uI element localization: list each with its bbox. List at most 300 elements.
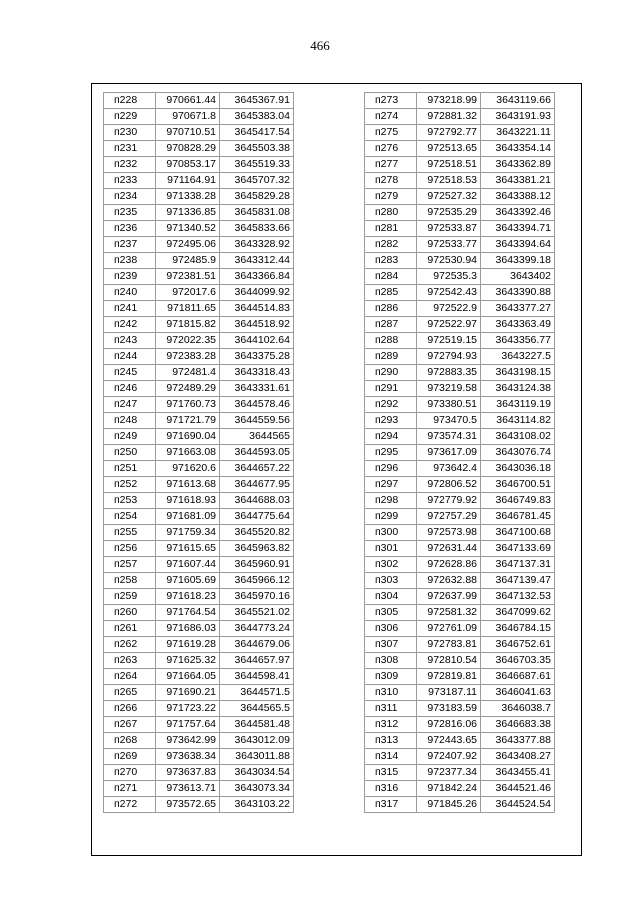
y-coordinate-cell: 3644679.06: [220, 637, 294, 653]
table-row: [104, 381, 294, 397]
y-coordinate-cell: 3647139.47: [481, 573, 555, 589]
x-coordinate-cell: 971164.91: [156, 173, 220, 189]
y-coordinate-cell: 3646038.7: [481, 701, 555, 717]
point-id-cell: п254: [104, 509, 156, 525]
table-row: [365, 157, 555, 173]
table-row: [365, 397, 555, 413]
x-coordinate-cell: 972628.86: [417, 557, 481, 573]
point-id-cell: п265: [104, 685, 156, 701]
table-row: [365, 637, 555, 653]
point-id-cell: п282: [365, 237, 417, 253]
y-coordinate-cell: 3644775.64: [220, 509, 294, 525]
y-coordinate-cell: 3645963.82: [220, 541, 294, 557]
y-coordinate-cell: 3647132.53: [481, 589, 555, 605]
table-row: [365, 797, 555, 813]
table-row: [104, 477, 294, 493]
table-row: [104, 93, 294, 109]
point-id-cell: п311: [365, 701, 417, 717]
x-coordinate-cell: 973218.99: [417, 93, 481, 109]
table-row: [365, 509, 555, 525]
point-id-cell: п263: [104, 653, 156, 669]
table-row: [365, 733, 555, 749]
y-coordinate-cell: 3644578.46: [220, 397, 294, 413]
x-coordinate-cell: 970661.44: [156, 93, 220, 109]
x-coordinate-cell: 972883.35: [417, 365, 481, 381]
x-coordinate-cell: 971618.93: [156, 493, 220, 509]
x-coordinate-cell: 970671.8: [156, 109, 220, 125]
y-coordinate-cell: 3643390.88: [481, 285, 555, 301]
x-coordinate-cell: 971815.82: [156, 317, 220, 333]
x-coordinate-cell: 972518.51: [417, 157, 481, 173]
y-coordinate-cell: 3645831.08: [220, 205, 294, 221]
y-coordinate-cell: 3644657.22: [220, 461, 294, 477]
y-coordinate-cell: 3647137.31: [481, 557, 555, 573]
x-coordinate-cell: 973219.58: [417, 381, 481, 397]
point-id-cell: п298: [365, 493, 417, 509]
x-coordinate-cell: 973637.83: [156, 765, 220, 781]
y-coordinate-cell: 3643073.34: [220, 781, 294, 797]
y-coordinate-cell: 3643331.61: [220, 381, 294, 397]
x-coordinate-cell: 972792.77: [417, 125, 481, 141]
y-coordinate-cell: 3643221.11: [481, 125, 555, 141]
x-coordinate-cell: 971613.68: [156, 477, 220, 493]
y-coordinate-cell: 3647133.69: [481, 541, 555, 557]
point-id-cell: п274: [365, 109, 417, 125]
x-coordinate-cell: 973380.51: [417, 397, 481, 413]
point-id-cell: п310: [365, 685, 417, 701]
y-coordinate-cell: 3643119.66: [481, 93, 555, 109]
y-coordinate-cell: 3645829.28: [220, 189, 294, 205]
x-coordinate-cell: 971764.54: [156, 605, 220, 621]
table-row: [365, 221, 555, 237]
table-row: [365, 781, 555, 797]
table-row: [104, 365, 294, 381]
point-id-cell: п255: [104, 525, 156, 541]
y-coordinate-cell: 3643036.18: [481, 461, 555, 477]
point-id-cell: п297: [365, 477, 417, 493]
y-coordinate-cell: 3644514.83: [220, 301, 294, 317]
point-id-cell: п259: [104, 589, 156, 605]
point-id-cell: п241: [104, 301, 156, 317]
point-id-cell: п293: [365, 413, 417, 429]
x-coordinate-cell: 971690.21: [156, 685, 220, 701]
y-coordinate-cell: 3644524.54: [481, 797, 555, 813]
table-row: [104, 141, 294, 157]
table-row: [104, 333, 294, 349]
table-row: [104, 605, 294, 621]
point-id-cell: п317: [365, 797, 417, 813]
table-row: [104, 253, 294, 269]
point-id-cell: п240: [104, 285, 156, 301]
point-id-cell: п231: [104, 141, 156, 157]
x-coordinate-cell: 972810.54: [417, 653, 481, 669]
table-row: [104, 461, 294, 477]
table-row: [104, 589, 294, 605]
x-coordinate-cell: 972522.97: [417, 317, 481, 333]
point-id-cell: п287: [365, 317, 417, 333]
x-coordinate-cell: 972535.3: [417, 269, 481, 285]
table-row: [365, 285, 555, 301]
x-coordinate-cell: 972518.53: [417, 173, 481, 189]
table-row: [365, 717, 555, 733]
point-id-cell: п314: [365, 749, 417, 765]
x-coordinate-cell: 971340.52: [156, 221, 220, 237]
y-coordinate-cell: 3643114.82: [481, 413, 555, 429]
y-coordinate-cell: 3644565: [220, 429, 294, 445]
point-id-cell: п236: [104, 221, 156, 237]
y-coordinate-cell: 3643312.44: [220, 253, 294, 269]
x-coordinate-cell: 972757.29: [417, 509, 481, 525]
point-id-cell: п284: [365, 269, 417, 285]
y-coordinate-cell: 3644102.64: [220, 333, 294, 349]
x-coordinate-cell: 972794.93: [417, 349, 481, 365]
table-row: [104, 717, 294, 733]
table-row: [365, 141, 555, 157]
x-coordinate-cell: 971845.26: [417, 797, 481, 813]
table-row: [104, 397, 294, 413]
y-coordinate-cell: 3646703.35: [481, 653, 555, 669]
table-row: [365, 541, 555, 557]
y-coordinate-cell: 3646041.63: [481, 685, 555, 701]
y-coordinate-cell: 3644559.56: [220, 413, 294, 429]
table-row: [365, 589, 555, 605]
y-coordinate-cell: 3645960.91: [220, 557, 294, 573]
table-row: [365, 621, 555, 637]
point-id-cell: п261: [104, 621, 156, 637]
x-coordinate-cell: 972022.35: [156, 333, 220, 349]
y-coordinate-cell: 3644521.46: [481, 781, 555, 797]
y-coordinate-cell: 3646752.61: [481, 637, 555, 653]
point-id-cell: п264: [104, 669, 156, 685]
y-coordinate-cell: 3643328.92: [220, 237, 294, 253]
point-id-cell: п292: [365, 397, 417, 413]
y-coordinate-cell: 3643394.64: [481, 237, 555, 253]
x-coordinate-cell: 971619.28: [156, 637, 220, 653]
point-id-cell: п296: [365, 461, 417, 477]
y-coordinate-cell: 3646683.38: [481, 717, 555, 733]
y-coordinate-cell: 3644571.5: [220, 685, 294, 701]
x-coordinate-cell: 971723.22: [156, 701, 220, 717]
x-coordinate-cell: 971615.65: [156, 541, 220, 557]
y-coordinate-cell: 3647100.68: [481, 525, 555, 541]
y-coordinate-cell: 3646781.45: [481, 509, 555, 525]
x-coordinate-cell: 971607.44: [156, 557, 220, 573]
point-id-cell: п305: [365, 605, 417, 621]
x-coordinate-cell: 972581.32: [417, 605, 481, 621]
x-coordinate-cell: 973617.09: [417, 445, 481, 461]
point-id-cell: п275: [365, 125, 417, 141]
y-coordinate-cell: 3646749.83: [481, 493, 555, 509]
x-coordinate-cell: 972017.6: [156, 285, 220, 301]
point-id-cell: п272: [104, 797, 156, 813]
point-id-cell: п248: [104, 413, 156, 429]
table-row: [104, 493, 294, 509]
x-coordinate-cell: 972533.77: [417, 237, 481, 253]
point-id-cell: п249: [104, 429, 156, 445]
point-id-cell: п243: [104, 333, 156, 349]
point-id-cell: п281: [365, 221, 417, 237]
point-id-cell: п233: [104, 173, 156, 189]
point-id-cell: п279: [365, 189, 417, 205]
y-coordinate-cell: 3644581.48: [220, 717, 294, 733]
x-coordinate-cell: 972485.9: [156, 253, 220, 269]
x-coordinate-cell: 973572.65: [156, 797, 220, 813]
point-id-cell: п312: [365, 717, 417, 733]
y-coordinate-cell: 3644518.92: [220, 317, 294, 333]
y-coordinate-cell: 3643356.77: [481, 333, 555, 349]
x-coordinate-cell: 972542.43: [417, 285, 481, 301]
x-coordinate-cell: 971625.32: [156, 653, 220, 669]
table-row: [104, 653, 294, 669]
point-id-cell: п276: [365, 141, 417, 157]
y-coordinate-cell: 3643108.02: [481, 429, 555, 445]
point-id-cell: п230: [104, 125, 156, 141]
x-coordinate-cell: 971663.08: [156, 445, 220, 461]
x-coordinate-cell: 972819.81: [417, 669, 481, 685]
table-row: [365, 205, 555, 221]
x-coordinate-cell: 972632.88: [417, 573, 481, 589]
y-coordinate-cell: 3644657.97: [220, 653, 294, 669]
point-id-cell: п294: [365, 429, 417, 445]
y-coordinate-cell: 3643363.49: [481, 317, 555, 333]
table-row: [365, 605, 555, 621]
x-coordinate-cell: 971759.34: [156, 525, 220, 541]
point-id-cell: п260: [104, 605, 156, 621]
table-row: [365, 749, 555, 765]
point-id-cell: п232: [104, 157, 156, 173]
table-row: [365, 349, 555, 365]
point-id-cell: п246: [104, 381, 156, 397]
y-coordinate-cell: 3645833.66: [220, 221, 294, 237]
table-row: [104, 237, 294, 253]
x-coordinate-cell: 972495.06: [156, 237, 220, 253]
x-coordinate-cell: 971681.09: [156, 509, 220, 525]
y-coordinate-cell: 3643381.21: [481, 173, 555, 189]
table-row: [104, 173, 294, 189]
x-coordinate-cell: 973470.5: [417, 413, 481, 429]
point-id-cell: п257: [104, 557, 156, 573]
point-id-cell: п280: [365, 205, 417, 221]
point-id-cell: п256: [104, 541, 156, 557]
table-row: [365, 429, 555, 445]
x-coordinate-cell: 971811.65: [156, 301, 220, 317]
point-id-cell: п269: [104, 749, 156, 765]
y-coordinate-cell: 3643408.27: [481, 749, 555, 765]
point-id-cell: п262: [104, 637, 156, 653]
table-row: [365, 381, 555, 397]
point-id-cell: п290: [365, 365, 417, 381]
y-coordinate-cell: 3645383.04: [220, 109, 294, 125]
x-coordinate-cell: 971664.05: [156, 669, 220, 685]
y-coordinate-cell: 3646687.61: [481, 669, 555, 685]
table-row: [365, 253, 555, 269]
x-coordinate-cell: 972806.52: [417, 477, 481, 493]
y-coordinate-cell: 3647099.62: [481, 605, 555, 621]
x-coordinate-cell: 972631.44: [417, 541, 481, 557]
point-id-cell: п283: [365, 253, 417, 269]
point-id-cell: п300: [365, 525, 417, 541]
point-id-cell: п237: [104, 237, 156, 253]
table-row: [104, 573, 294, 589]
point-id-cell: п267: [104, 717, 156, 733]
y-coordinate-cell: 3643392.46: [481, 205, 555, 221]
x-coordinate-cell: 972377.34: [417, 765, 481, 781]
point-id-cell: п250: [104, 445, 156, 461]
y-coordinate-cell: 3643455.41: [481, 765, 555, 781]
table-row: [104, 797, 294, 813]
point-id-cell: п289: [365, 349, 417, 365]
table-row: [104, 429, 294, 445]
x-coordinate-cell: 972533.87: [417, 221, 481, 237]
point-id-cell: п316: [365, 781, 417, 797]
table-row: [365, 413, 555, 429]
x-coordinate-cell: 971336.85: [156, 205, 220, 221]
point-id-cell: п271: [104, 781, 156, 797]
point-id-cell: п306: [365, 621, 417, 637]
y-coordinate-cell: 3643011.88: [220, 749, 294, 765]
x-coordinate-cell: 972383.28: [156, 349, 220, 365]
table-row: [104, 157, 294, 173]
x-coordinate-cell: 972513.65: [417, 141, 481, 157]
table-row: [365, 525, 555, 541]
y-coordinate-cell: 3645417.54: [220, 125, 294, 141]
table-row: [104, 669, 294, 685]
table-row: [104, 621, 294, 637]
point-id-cell: п285: [365, 285, 417, 301]
y-coordinate-cell: 3643377.88: [481, 733, 555, 749]
x-coordinate-cell: 973638.34: [156, 749, 220, 765]
y-coordinate-cell: 3646784.15: [481, 621, 555, 637]
point-id-cell: п286: [365, 301, 417, 317]
table-row: [365, 109, 555, 125]
y-coordinate-cell: 3643227.5: [481, 349, 555, 365]
table-row: [104, 541, 294, 557]
x-coordinate-cell: 971338.28: [156, 189, 220, 205]
point-id-cell: п299: [365, 509, 417, 525]
x-coordinate-cell: 972527.32: [417, 189, 481, 205]
table-row: [104, 637, 294, 653]
point-id-cell: п268: [104, 733, 156, 749]
table-row: [365, 269, 555, 285]
table-row: [365, 445, 555, 461]
point-id-cell: п229: [104, 109, 156, 125]
point-id-cell: п242: [104, 317, 156, 333]
table-row: [104, 221, 294, 237]
y-coordinate-cell: 3646700.51: [481, 477, 555, 493]
table-row: [365, 557, 555, 573]
x-coordinate-cell: 972489.29: [156, 381, 220, 397]
point-id-cell: п308: [365, 653, 417, 669]
point-id-cell: п309: [365, 669, 417, 685]
x-coordinate-cell: 972519.15: [417, 333, 481, 349]
table-row: [365, 301, 555, 317]
point-id-cell: п277: [365, 157, 417, 173]
table-row: [104, 317, 294, 333]
x-coordinate-cell: 972481.4: [156, 365, 220, 381]
x-coordinate-cell: 971620.6: [156, 461, 220, 477]
table-row: [365, 765, 555, 781]
x-coordinate-cell: 973187.11: [417, 685, 481, 701]
point-id-cell: п273: [365, 93, 417, 109]
y-coordinate-cell: 3643388.12: [481, 189, 555, 205]
y-coordinate-cell: 3643318.43: [220, 365, 294, 381]
x-coordinate-cell: 973642.99: [156, 733, 220, 749]
table-row: [104, 109, 294, 125]
point-id-cell: п228: [104, 93, 156, 109]
x-coordinate-cell: 970710.51: [156, 125, 220, 141]
table-row: [104, 205, 294, 221]
y-coordinate-cell: 3643402: [481, 269, 555, 285]
table-row: [365, 685, 555, 701]
table-row: [365, 189, 555, 205]
point-id-cell: п315: [365, 765, 417, 781]
point-id-cell: п244: [104, 349, 156, 365]
table-row: [365, 477, 555, 493]
y-coordinate-cell: 3643076.74: [481, 445, 555, 461]
y-coordinate-cell: 3645521.02: [220, 605, 294, 621]
y-coordinate-cell: 3644099.92: [220, 285, 294, 301]
table-row: [365, 573, 555, 589]
table-row: [365, 669, 555, 685]
table-row: [365, 93, 555, 109]
y-coordinate-cell: 3645970.16: [220, 589, 294, 605]
x-coordinate-cell: 972530.94: [417, 253, 481, 269]
point-id-cell: п239: [104, 269, 156, 285]
point-id-cell: п301: [365, 541, 417, 557]
y-coordinate-cell: 3643354.14: [481, 141, 555, 157]
table-row: [104, 749, 294, 765]
page-number: 466: [310, 38, 330, 53]
point-id-cell: п253: [104, 493, 156, 509]
y-coordinate-cell: 3643124.38: [481, 381, 555, 397]
x-coordinate-cell: 973183.59: [417, 701, 481, 717]
point-id-cell: п291: [365, 381, 417, 397]
table-row: [104, 269, 294, 285]
table-row: [104, 285, 294, 301]
y-coordinate-cell: 3643191.93: [481, 109, 555, 125]
table-row: [104, 701, 294, 717]
point-id-cell: п313: [365, 733, 417, 749]
x-coordinate-cell: 971760.73: [156, 397, 220, 413]
point-id-cell: п288: [365, 333, 417, 349]
x-coordinate-cell: 971690.04: [156, 429, 220, 445]
y-coordinate-cell: 3643362.89: [481, 157, 555, 173]
y-coordinate-cell: 3643394.71: [481, 221, 555, 237]
y-coordinate-cell: 3643399.18: [481, 253, 555, 269]
x-coordinate-cell: 972637.99: [417, 589, 481, 605]
point-id-cell: п278: [365, 173, 417, 189]
x-coordinate-cell: 973613.71: [156, 781, 220, 797]
y-coordinate-cell: 3645503.38: [220, 141, 294, 157]
x-coordinate-cell: 970853.17: [156, 157, 220, 173]
x-coordinate-cell: 971618.23: [156, 589, 220, 605]
y-coordinate-cell: 3644677.95: [220, 477, 294, 493]
table-row: [365, 317, 555, 333]
point-id-cell: п302: [365, 557, 417, 573]
table-row: [365, 461, 555, 477]
point-id-cell: п270: [104, 765, 156, 781]
table-row: [365, 365, 555, 381]
point-id-cell: п247: [104, 397, 156, 413]
point-id-cell: п307: [365, 637, 417, 653]
x-coordinate-cell: 973574.31: [417, 429, 481, 445]
point-id-cell: п295: [365, 445, 417, 461]
table-row: [104, 557, 294, 573]
x-coordinate-cell: 972522.9: [417, 301, 481, 317]
y-coordinate-cell: 3643377.27: [481, 301, 555, 317]
y-coordinate-cell: 3644773.24: [220, 621, 294, 637]
y-coordinate-cell: 3645966.12: [220, 573, 294, 589]
